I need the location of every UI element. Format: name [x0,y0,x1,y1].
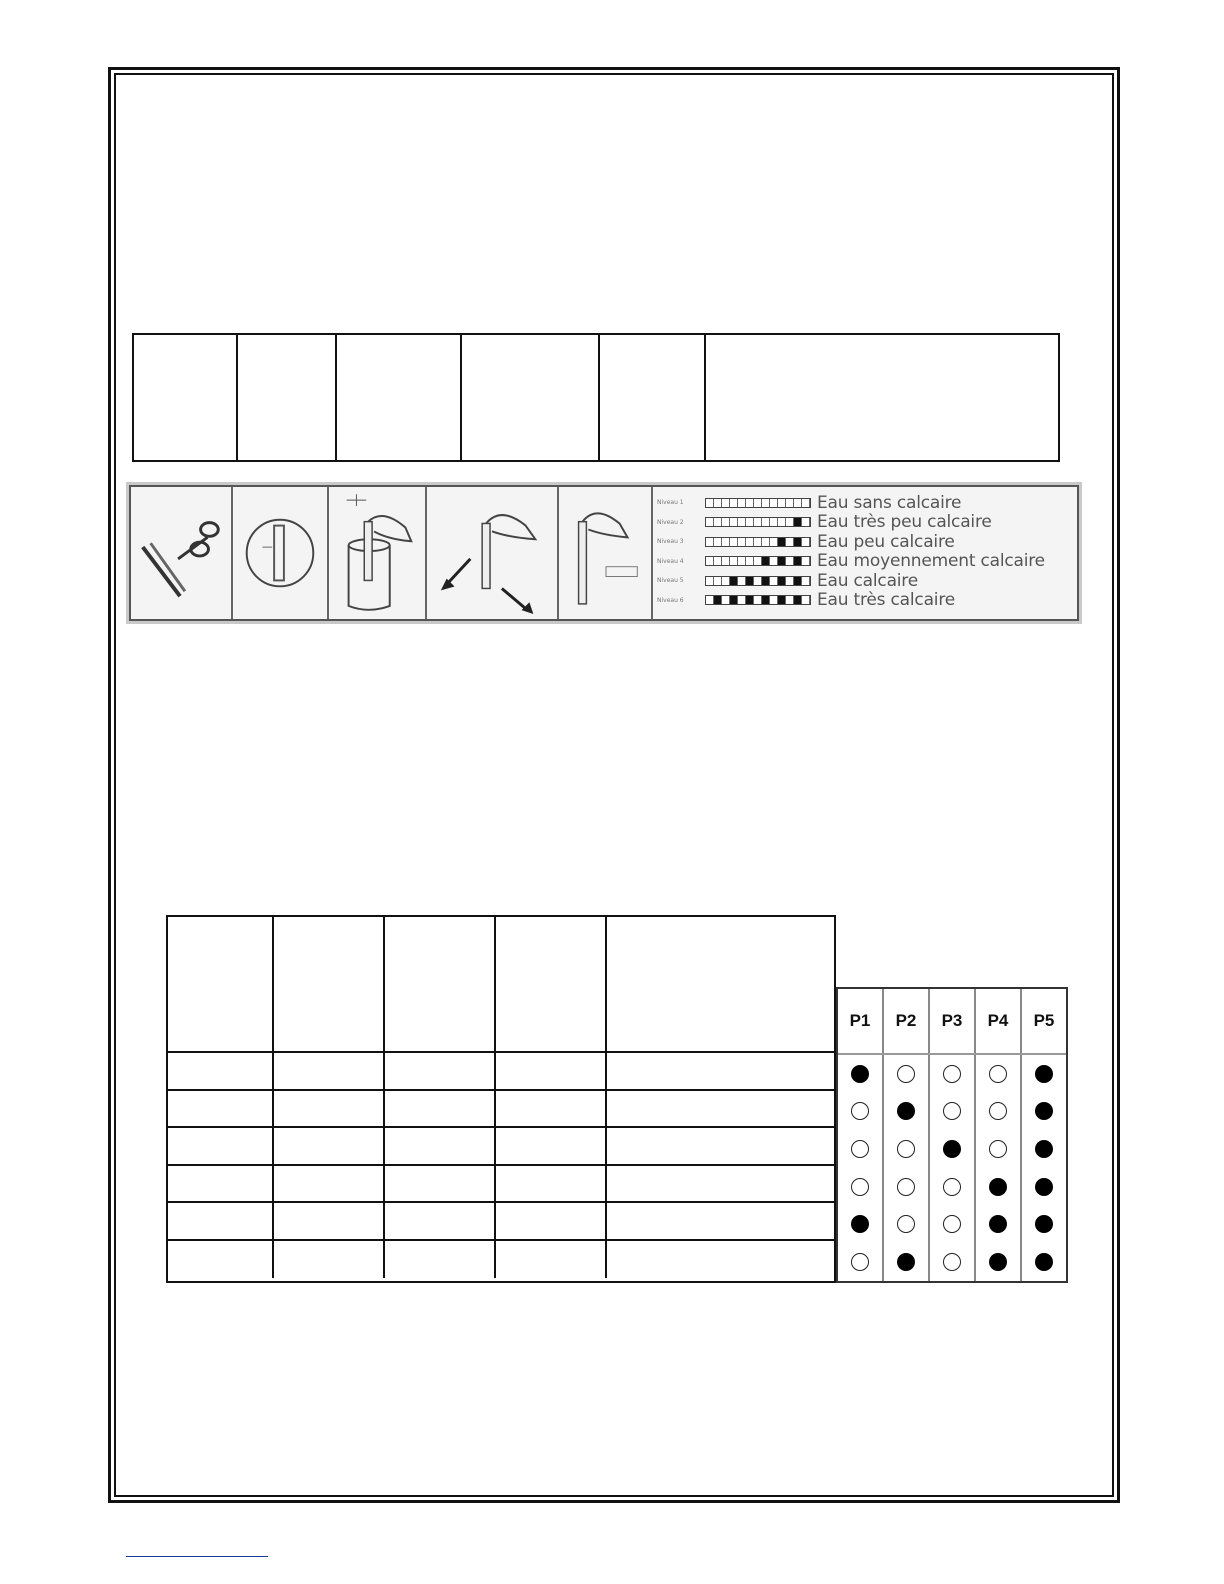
grid-header-row [168,917,834,1053]
scissors-icon [131,487,233,619]
scale-row [657,532,1073,552]
empty-dot-icon [851,1253,869,1271]
filled-dot-icon [1035,1140,1053,1158]
scale-level: Niveau 3 [657,538,684,546]
filled-dot-icon [851,1215,869,1233]
scale-level: Niveau 1 [657,499,684,507]
empty-dot-icon [897,1178,915,1196]
grid-row [168,1166,834,1204]
p1-header: P1 [838,989,884,1053]
p2-header: P2 [884,989,930,1053]
filled-dot-icon [1035,1065,1053,1083]
top-table-col [337,335,462,460]
scale-row [657,513,1073,533]
filled-dot-icon [989,1215,1007,1233]
p-settings-table [836,987,1068,1283]
test-strip-instructions [126,482,1082,624]
page-frame-inner [114,73,1114,1497]
scale-level: Niveau 5 [657,577,684,585]
filled-dot-icon [851,1065,869,1083]
p-column [930,1055,976,1281]
empty-dot-icon [943,1253,961,1271]
scale-row [657,552,1073,572]
read-strip-icon [559,487,653,619]
p3-header: P3 [930,989,976,1053]
top-table-col [462,335,600,460]
top-table-col [238,335,337,460]
grid-row [168,1203,834,1241]
empty-dot-icon [851,1140,869,1158]
scale-label: Eau sans calcaire [817,492,962,513]
dip-strip-icon [329,487,427,619]
empty-dot-icon [851,1102,869,1120]
filled-dot-icon [1035,1215,1053,1233]
filled-dot-icon [897,1253,915,1271]
scale-bar [705,595,811,605]
scale-row [657,591,1073,611]
p5-header: P5 [1033,1011,1055,1030]
strip-in-circle-icon [233,487,329,619]
filled-dot-icon [1035,1178,1053,1196]
top-table [132,333,1060,462]
scale-label: Eau moyennement calcaire [817,551,1045,572]
grid-row [168,1091,834,1129]
filled-dot-icon [989,1178,1007,1196]
scale-bar [705,576,811,586]
scale-bar [705,537,811,547]
p-table-header [838,989,1066,1055]
grid-row [168,1241,834,1279]
settings-grid [166,915,836,1283]
scale-bar [705,517,811,527]
scale-label: Eau calcaire [817,570,918,591]
filled-dot-icon [1035,1253,1053,1271]
empty-dot-icon [989,1102,1007,1120]
scale-label: Eau peu calcaire [817,531,955,552]
empty-dot-icon [943,1065,961,1083]
scale-level: Niveau 4 [657,557,684,565]
empty-dot-icon [897,1065,915,1083]
grid-row [168,1053,834,1091]
empty-dot-icon [989,1065,1007,1083]
scale-level: Niveau 6 [657,596,684,604]
shake-strip-icon [427,487,559,619]
empty-dot-icon [851,1178,869,1196]
empty-dot-icon [989,1140,1007,1158]
scale-level: Niveau 2 [657,518,684,526]
p-column [884,1055,930,1281]
footnote-separator [126,1556,268,1557]
scale-row [657,493,1073,513]
top-table-col [706,335,1058,460]
grid-row [168,1128,834,1166]
p-column [976,1055,1022,1281]
p-table-body [838,1055,1066,1281]
filled-dot-icon [943,1140,961,1158]
p-column [838,1055,884,1281]
hardness-scale [653,487,1077,619]
empty-dot-icon [943,1102,961,1120]
filled-dot-icon [989,1253,1007,1271]
empty-dot-icon [943,1215,961,1233]
scale-label: Eau très calcaire [817,590,955,611]
p-column [1022,1055,1066,1281]
top-table-col [600,335,706,460]
scale-bar [705,498,811,508]
filled-dot-icon [1035,1102,1053,1120]
top-table-col [134,335,238,460]
scale-bar [705,556,811,566]
p4-header: P4 [976,989,1022,1053]
empty-dot-icon [897,1140,915,1158]
scale-row [657,571,1073,591]
empty-dot-icon [943,1178,961,1196]
scale-label: Eau très peu calcaire [817,512,992,533]
empty-dot-icon [897,1215,915,1233]
filled-dot-icon [897,1102,915,1120]
